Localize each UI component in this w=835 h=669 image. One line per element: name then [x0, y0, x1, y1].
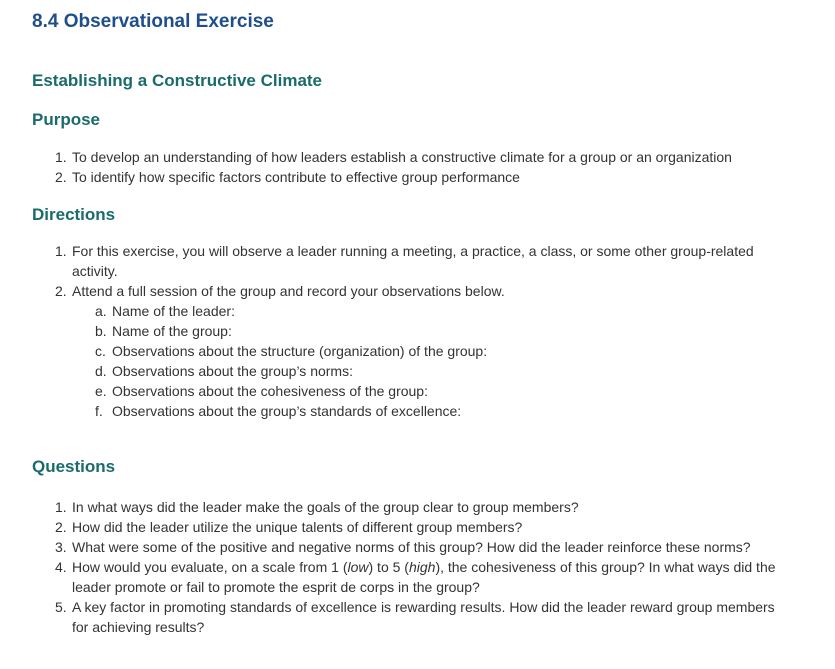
sublist-letter: a.: [95, 303, 107, 319]
chapter-title: 8.4 Observational Exercise: [32, 11, 274, 32]
list-item: [32, 597, 784, 637]
scale-high-term: high: [408, 559, 436, 575]
text-segment: ) to 5 (: [368, 559, 409, 575]
list-number: 3.: [55, 539, 67, 555]
list-item: [32, 147, 784, 167]
list-item: [32, 241, 784, 281]
list-number: 1.: [55, 499, 67, 515]
list-text: How did the leader utilize the unique talents of different group members?: [72, 519, 523, 535]
list-number: 5.: [55, 599, 67, 615]
directions-heading: Directions: [32, 205, 116, 224]
list-text: In what ways did the leader make the goals of the group clear to group members?: [72, 499, 579, 515]
list-item: [32, 281, 784, 301]
list-item: [32, 167, 784, 187]
list-item: [32, 517, 784, 537]
list-number: 1.: [55, 243, 67, 259]
sublist-letter: c.: [95, 343, 106, 359]
sublist-item: [32, 341, 824, 361]
purpose-heading: Purpose: [32, 110, 101, 129]
document-page: [32, 0, 822, 635]
purpose-list: [32, 147, 784, 187]
sublist-item: [32, 301, 824, 321]
list-number: 2.: [55, 169, 67, 185]
sublist-text: Observations about the cohesiveness of the group:: [112, 383, 428, 399]
list-item: [32, 557, 784, 597]
sublist-item: [32, 361, 824, 381]
sublist-text: Name of the group:: [112, 323, 232, 339]
section-title: Establishing a Constructive Climate: [32, 71, 323, 90]
list-number: 1.: [55, 149, 67, 165]
sublist-item: [32, 401, 824, 421]
sublist-letter: d.: [95, 363, 107, 379]
observation-sublist: [32, 301, 824, 421]
sublist-text: Observations about the structure (organization) of the group:: [112, 343, 488, 359]
list-number: 2.: [55, 519, 67, 535]
questions-list: [32, 497, 784, 637]
sublist-item: [32, 381, 824, 401]
list-item: [32, 537, 784, 557]
list-text: For this exercise, you will observe a leader running a meeting, a practice, a class, or some other group-related activity.: [72, 243, 754, 279]
sublist-letter: f.: [95, 403, 103, 419]
list-text: To identify how specific factors contribute to effective group performance: [72, 169, 520, 185]
sublist-text: Observations about the group’s standards of excellence:: [112, 403, 462, 419]
text-segment: ), the cohesiveness of this group? In what ways did the leader promote or fail to promote the esprit de corps in the group?: [72, 559, 776, 595]
sublist-text: Observations about the group’s norms:: [112, 363, 353, 379]
list-text: Attend a full session of the group and record your observations below.: [72, 283, 505, 299]
sublist-letter: b.: [95, 323, 107, 339]
questions-heading: Questions: [32, 457, 116, 476]
list-text: What were some of the positive and negative norms of this group? How did the leader reinforce these norms?: [72, 539, 751, 555]
sublist-letter: e.: [95, 383, 107, 399]
list-text: To develop an understanding of how leaders establish a constructive climate for a group or an organization: [72, 149, 732, 165]
sublist-item: [32, 321, 824, 341]
list-number: 4.: [55, 559, 67, 575]
list-text: [72, 557, 784, 597]
list-text: A key factor in promoting standards of excellence is rewarding results. How did the leader reward group members for achieving results?: [72, 599, 775, 635]
directions-list: [32, 241, 784, 301]
sublist-text: Name of the leader:: [112, 303, 235, 319]
scale-low-term: low: [347, 559, 369, 575]
list-number: 2.: [55, 283, 67, 299]
list-item: [32, 497, 784, 517]
text-segment: How would you evaluate, on a scale from 1 (: [72, 559, 348, 575]
